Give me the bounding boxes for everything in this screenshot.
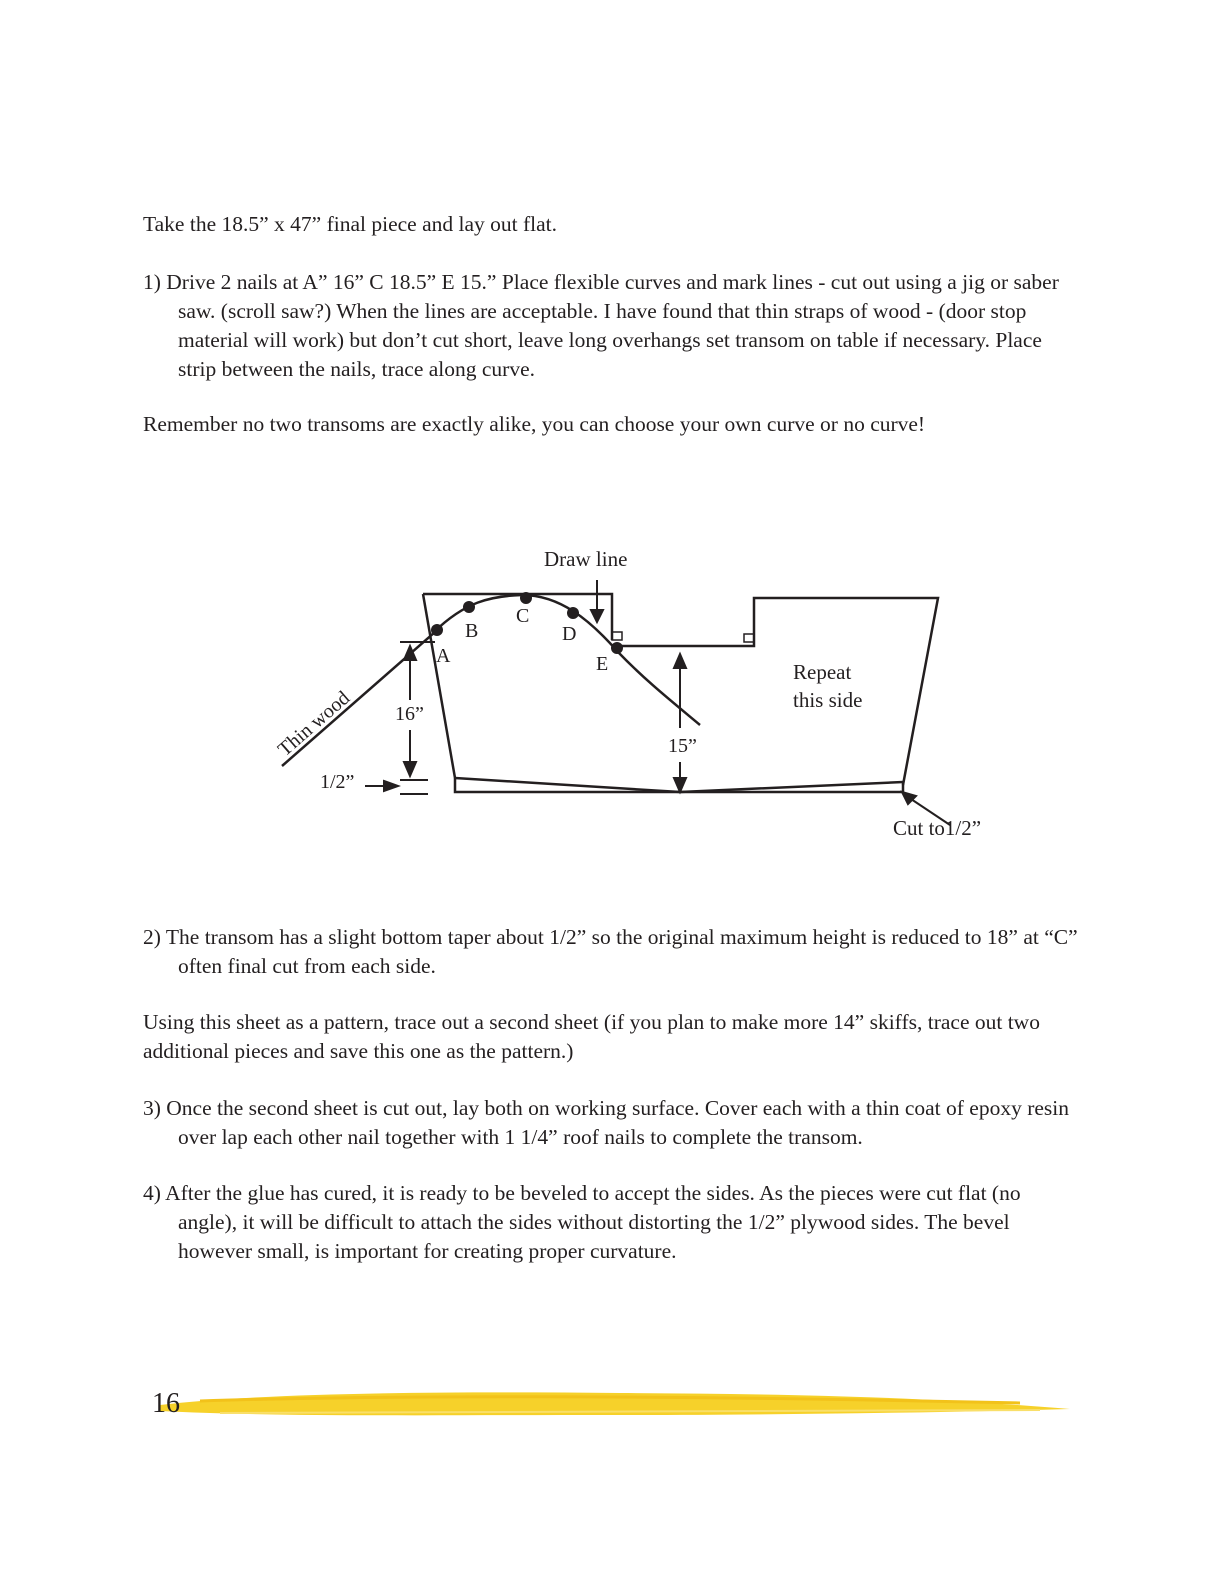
page-number: 16 — [152, 1388, 180, 1419]
cut-to-label: Cut to1/2” — [893, 816, 982, 840]
repeat-side-label-line2: this side — [793, 688, 863, 712]
draw-line-label: Draw line — [544, 547, 628, 571]
intro-paragraph: Take the 18.5” x 47” final piece and lay out flat. — [143, 212, 558, 236]
transom-left-edge — [423, 594, 455, 778]
dimension-15-label: 15” — [668, 735, 697, 757]
corner-marker-right — [744, 634, 754, 642]
repeat-side-label-line1: Repeat — [793, 660, 852, 684]
label-c: C — [516, 605, 530, 627]
transom-diagram — [260, 540, 1020, 850]
pattern-note-paragraph: Using this sheet as a pattern, trace out a second sheet (if you plan to make more 14” skiffs, trace out two additional pieces and save this one as the pattern.) — [143, 1010, 1040, 1063]
step-3-paragraph: 3) Once the second sheet is cut out, lay both on working surface. Cover each with a thin coat of epoxy resin over lap each other nail together with 1 1/4” roof nails to complete the transom. — [143, 1096, 1070, 1149]
label-b: B — [465, 620, 479, 642]
nail-c — [520, 592, 532, 604]
step-1-paragraph: 1) Drive 2 nails at A” 16” C 18.5” E 15.” Place flexible curves and mark lines - cut out using a jig or saber saw. (scroll saw?) When the lines are acceptable. I have found that thin straps of wood - (door stop material will work) but don’t cut short, leave long overhangs set transom on table if necessary. Place strip between the nails, trace along curve. — [143, 270, 1059, 381]
transom-curve — [434, 595, 700, 725]
label-d: D — [562, 623, 577, 645]
corner-marker-left — [612, 632, 622, 640]
yellow-brush-stroke — [140, 1383, 1080, 1423]
remember-paragraph: Remember no two transoms are exactly alike, you can choose your own curve or no curve! — [143, 412, 926, 436]
label-e: E — [596, 653, 609, 675]
nail-d — [567, 607, 579, 619]
label-a: A — [436, 645, 451, 667]
step-4-paragraph: 4) After the glue has cured, it is ready to be beveled to accept the sides. As the pieces were cut flat (no angle), it will be difficult to attach the sides without distorting the 1/2” plywood sides. The bevel however small, is important for creating proper curvature. — [143, 1181, 1021, 1263]
dimension-half-label: 1/2” — [320, 771, 355, 793]
thin-wood-label: Thin wood — [273, 686, 355, 761]
nail-e — [611, 642, 623, 654]
nail-b — [463, 601, 475, 613]
step-2-paragraph: 2) The transom has a slight bottom taper about 1/2” so the original maximum height is reduced to 18” at “C” often final cut from each side. — [143, 925, 1078, 978]
dimension-16-label: 16” — [395, 703, 424, 725]
